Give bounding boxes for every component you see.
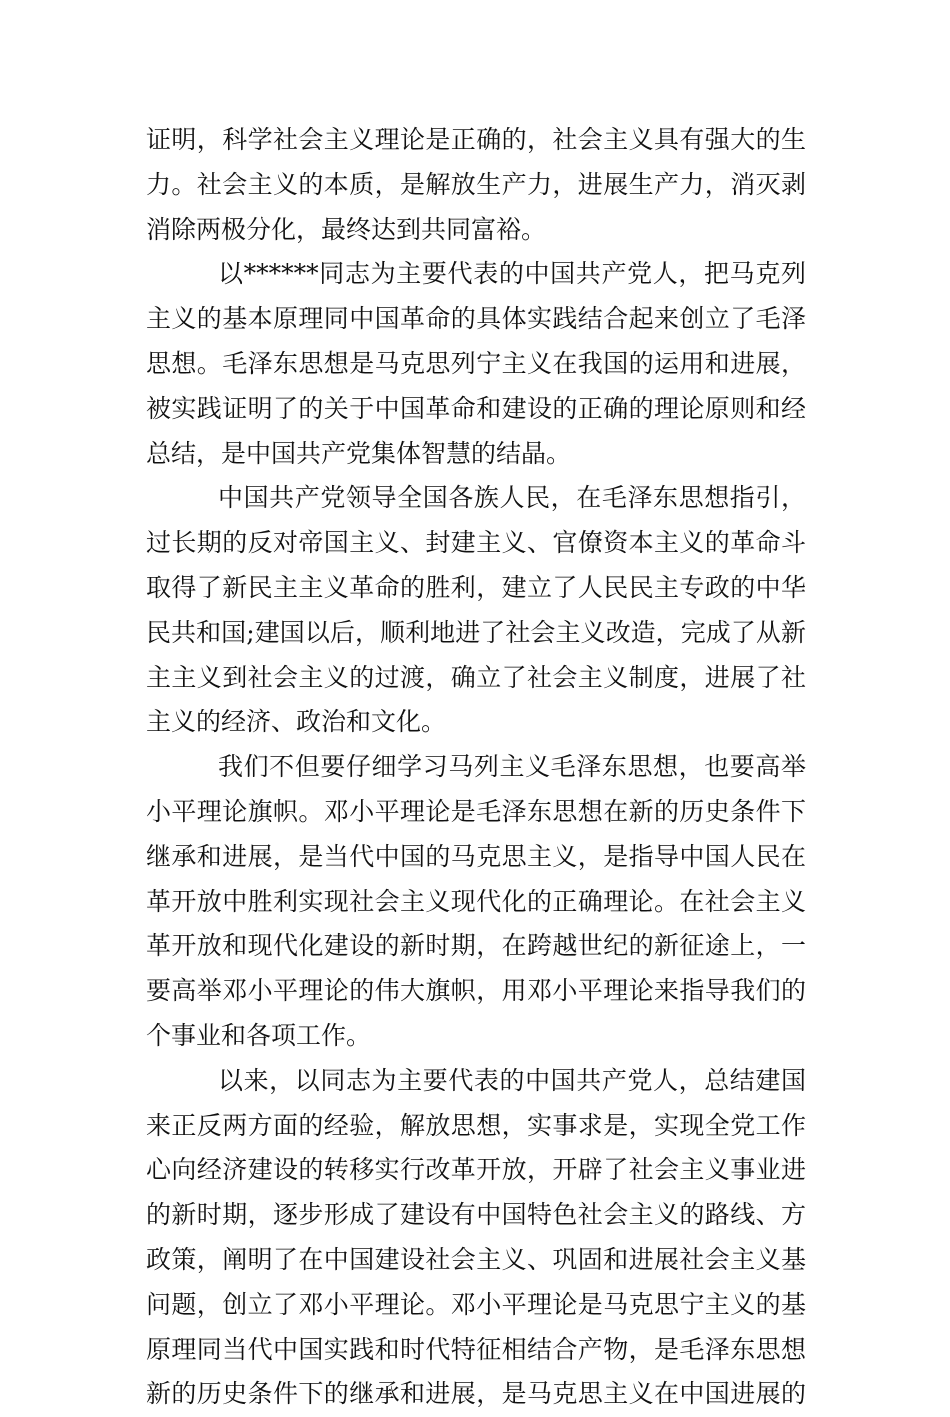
text-line: 证明，科学社会主义理论是正确的，社会主义具有强大的生 [146, 125, 806, 154]
text-line: 来正反两方面的经验，解放思想，实事求是，实现全党工作 [146, 1110, 806, 1140]
text-line: 被实践证明了的关于中国革命和建设的正确的理论原则和经 [146, 393, 806, 423]
text-line: 新的历史条件下的继承和进展，是马克思主义在中国进展的 [146, 1379, 806, 1409]
text-line: 主义的经济、政治和文化。 [146, 707, 447, 737]
text-line: 小平理论旗帜。邓小平理论是毛泽东思想在新的历史条件下 [146, 796, 806, 826]
text-line: 继承和进展，是当代中国的马克思主义，是指导中国人民在 [146, 841, 806, 871]
text-line: 取得了新民主主义革命的胜利，建立了人民民主专政的中华 [146, 572, 806, 602]
text-line: 力。社会主义的本质，是解放生产力，进展生产力，消灭剥 [146, 169, 806, 199]
text-line: 以来，以同志为主要代表的中国共产党人，总结建国 [218, 1065, 806, 1095]
text-line: 问题，创立了邓小平理论。邓小平理论是马克思宁主义的基 [146, 1289, 806, 1319]
text-line: 思想。毛泽东思想是马克思列宁主义在我国的运用和进展， [146, 348, 806, 378]
paragraph [146, 118, 806, 252]
text-line: 主义的基本原理同中国革命的具体实践结合起来创立了毛泽 [146, 304, 806, 334]
text-line: 我们不但要仔细学习马列主义毛泽东思想，也要高举 [218, 752, 806, 782]
text-line: 总结，是中国共产党集体智慧的结晶。 [146, 438, 572, 468]
text-line: 消除两极分化，最终达到共同富裕。 [146, 214, 547, 244]
body-text [146, 118, 806, 1417]
paragraph [146, 476, 806, 745]
text-line: 革开放和现代化建设的新时期，在跨越世纪的新征途上，一 [146, 931, 806, 961]
text-line: 心向经济建设的转移实行改革开放，开辟了社会主义事业进 [146, 1155, 806, 1185]
text-line: 政策，阐明了在中国建设社会主义、巩固和进展社会主义基 [146, 1244, 806, 1274]
text-line: 民共和国;建国以后，顺利地进了社会主义改造，完成了从新 [146, 617, 806, 647]
text-line: 以******同志为主要代表的中国共产党人，把马克列 [218, 259, 806, 289]
text-line: 中国共产党领导全国各族人民，在毛泽东思想指引， [218, 483, 806, 513]
text-line: 要高举邓小平理论的伟大旗帜，用邓小平理论来指导我们的 [146, 976, 806, 1006]
text-line: 主主义到社会主义的过渡，确立了社会主义制度，进展了社 [146, 662, 806, 692]
text-line: 过长期的反对帝国主义、封建主义、官僚资本主义的革命斗 [146, 528, 806, 558]
paragraph [146, 252, 806, 476]
paragraph [146, 1059, 806, 1417]
text-line: 的新时期，逐步形成了建设有中国特色社会主义的路线、方 [146, 1200, 806, 1230]
text-line: 革开放中胜利实现社会主义现代化的正确理论。在社会主义 [146, 886, 806, 916]
text-line: 原理同当代中国实践和时代特征相结合产物，是毛泽东思想 [146, 1334, 806, 1364]
paragraph [146, 745, 806, 1059]
text-line: 个事业和各项工作。 [146, 1020, 372, 1050]
